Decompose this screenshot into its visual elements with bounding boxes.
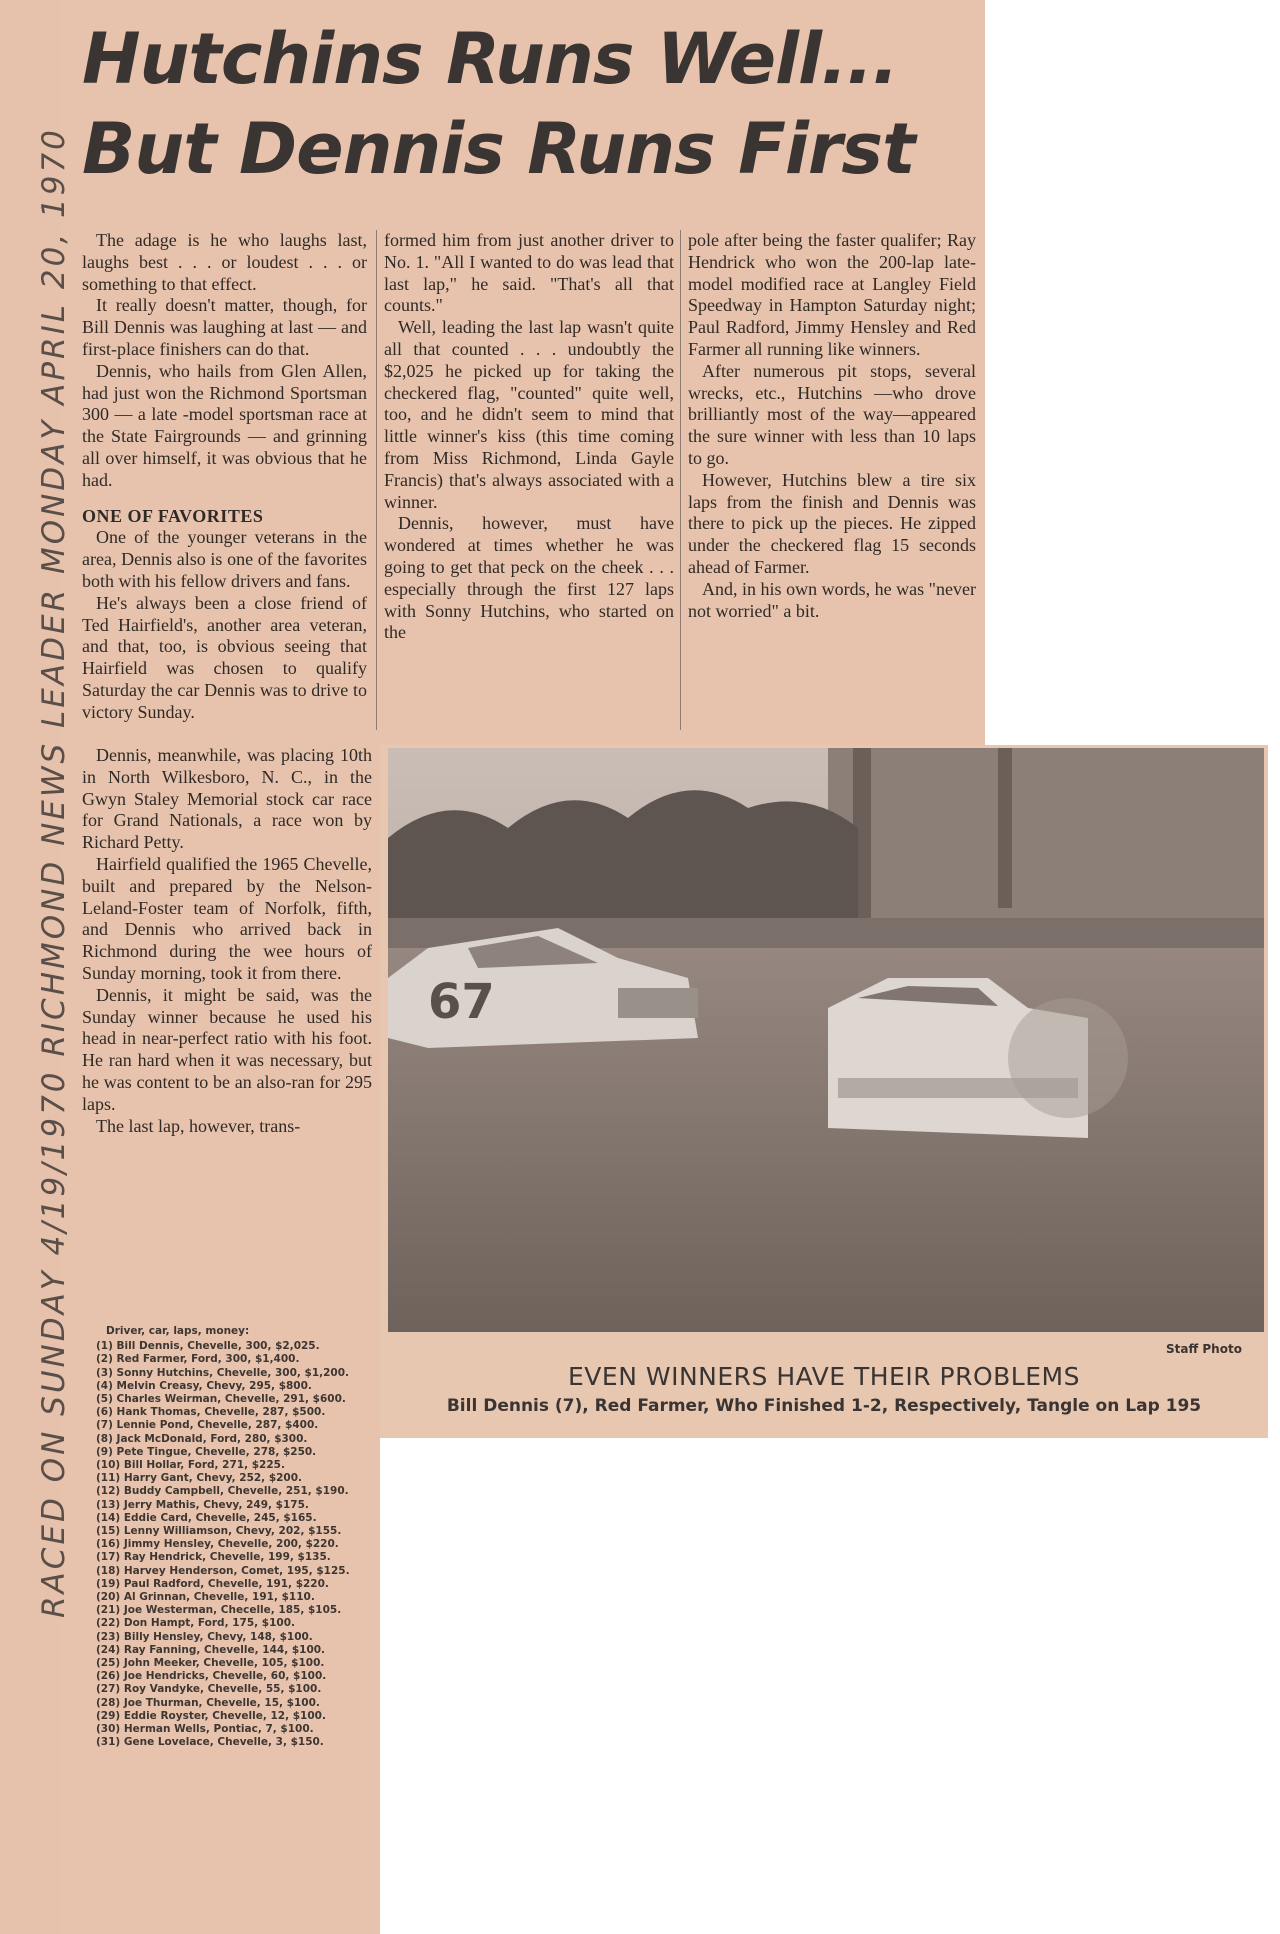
subhead: ONE OF FAVORITES — [82, 505, 264, 526]
article-column-1-continued — [82, 745, 372, 1137]
result-line: (20) Al Grinnan, Chevelle, 191, $110. — [96, 1591, 315, 1604]
paragraph: formed him from just another driver to No. 1. "All I wanted to do was lead that last lap," he said. "That's all that counts." — [384, 230, 674, 316]
paragraph: He's always been a close friend of Ted Hairfield's, another area veteran, and that, too, is obvious seeing that Hairfield was chosen to qualify Saturday the car Dennis was to drive to victory Sunday. — [82, 592, 367, 722]
result-line: (28) Joe Thurman, Chevelle, 15, $100. — [96, 1696, 320, 1709]
results-header: Driver, car, laps, money: — [106, 1325, 250, 1337]
paragraph: Well, leading the last lap wasn't quite all that counted . . . undoubtly the $2,025 he picked up for taking the checkered flag, "counted" quite well, too, and he didn't seem to mind that little winner's kiss (this time coming from Miss Richmond, Linda Gayle Francis) that's always associated with a winner. — [384, 317, 674, 512]
article-column-1 — [82, 230, 367, 724]
headline-line-1: Hutchins Runs Well... — [82, 18, 898, 100]
result-line: (25) John Meeker, Chevelle, 105, $100. — [96, 1657, 325, 1670]
photo-credit: Staff Photo — [1166, 1342, 1242, 1356]
race-photo — [388, 748, 1264, 1332]
result-line: (13) Jerry Mathis, Chevy, 249, $175. — [96, 1498, 309, 1511]
paragraph: Hairfield qualified the 1965 Chevelle, built and prepared by the Nelson-Leland-Foster team of Norfolk, fifth, and Dennis who arrived back in Richmond during the wee hours of Sunday morning, took it from there. — [82, 853, 372, 983]
headline — [82, 14, 962, 194]
race-results — [96, 1325, 376, 1750]
photo-caption: Bill Dennis (7), Red Farmer, Who Finished 1-2, Respectively, Tangle on Lap 195 — [446, 1396, 1202, 1416]
paragraph: Dennis, however, must have wondered at times whether he was going to get that peck on the cheek . . . especially through the first 127 laps with Sonny Hutchins, who started on the — [384, 513, 674, 643]
result-line: (15) Lenny Williamson, Chevy, 202, $155. — [96, 1525, 342, 1538]
svg-text:67: 67 — [428, 974, 495, 1030]
result-line: (9) Pete Tingue, Chevelle, 278, $250. — [96, 1445, 317, 1458]
paragraph: Dennis, it might be said, was the Sunday winner because he used his head in near-perfect ratio with his foot. He ran hard when it was necessary, but he was content to be an also-ran for 295 laps. — [82, 984, 372, 1114]
paragraph: And, in his own words, he was "never not worried" a bit. — [688, 578, 976, 621]
result-line: (27) Roy Vandyke, Chevelle, 55, $100. — [96, 1683, 322, 1696]
result-line: (2) Red Farmer, Ford, 300, $1,400. — [96, 1353, 300, 1366]
result-line: (31) Gene Lovelace, Chevelle, 3, $150. — [96, 1736, 324, 1749]
result-line: (7) Lennie Pond, Chevelle, 287, $400. — [96, 1419, 319, 1432]
result-line: (8) Jack McDonald, Ford, 280, $300. — [96, 1432, 308, 1445]
result-line: (23) Billy Hensley, Chevy, 148, $100. — [96, 1630, 313, 1643]
result-line: (19) Paul Radford, Chevelle, 191, $220. — [96, 1577, 329, 1590]
paragraph: The adage is he who laughs last, laughs best . . . or loudest . . . or something to that effect. — [82, 230, 367, 294]
result-line: (12) Buddy Campbell, Chevelle, 251, $190. — [96, 1485, 349, 1498]
result-line: (4) Melvin Creasy, Chevy, 295, $800. — [96, 1379, 312, 1392]
paragraph: Dennis, meanwhile, was placing 10th in North Wilkesboro, N. C., in the Gwyn Staley Memorial stock car race for Grand Nationals, a race won by Richard Petty. — [82, 745, 372, 853]
car-farmer — [828, 978, 1128, 1138]
paragraph: Dennis, who hails from Glen Allen, had just won the Richmond Sportsman 300 — a late -model sportsman race at the State Fairgrounds — and grinning all over himself, it was obvious that he had. — [82, 360, 367, 490]
photo-caption-headline: EVEN WINNERS HAVE THEIR PROBLEMS — [568, 1362, 1080, 1391]
result-line: (16) Jimmy Hensley, Chevelle, 200, $220. — [96, 1538, 339, 1551]
result-line: (3) Sonny Hutchins, Chevelle, 300, $1,200. — [96, 1366, 350, 1379]
result-line: (18) Harvey Henderson, Comet, 195, $125. — [96, 1564, 350, 1577]
article-column-3 — [688, 230, 976, 622]
result-line: (22) Don Hampt, Ford, 175, $100. — [96, 1617, 295, 1630]
paragraph: It really doesn't matter, though, for Bill Dennis was laughing at last — and first-place finishers can do that. — [82, 295, 367, 359]
column-rule — [680, 230, 681, 730]
result-line: (11) Harry Gant, Chevy, 252, $200. — [96, 1472, 303, 1485]
headline-line-2: But Dennis Runs First — [82, 108, 915, 190]
result-line: (17) Ray Hendrick, Chevelle, 199, $135. — [96, 1551, 331, 1564]
paragraph: One of the younger veterans in the area, Dennis also is one of the favorites both with his fellow drivers and fans. — [82, 527, 367, 591]
race-photo-illustration — [388, 748, 1264, 1332]
result-line: (5) Charles Weirman, Chevelle, 291, $600. — [96, 1393, 346, 1406]
paragraph: pole after being the faster qualifer; Ray Hendrick who won the 200-lap late-model modified race at Langley Field Speedway in Hampton Saturday night; Paul Radford, Jimmy Hensley and Red Farmer all running like winners. — [688, 230, 976, 359]
result-line: (21) Joe Westerman, Checelle, 185, $105. — [96, 1604, 342, 1617]
result-line: (24) Ray Fanning, Chevelle, 144, $100. — [96, 1643, 326, 1656]
result-line: (30) Herman Wells, Pontiac, 7, $100. — [96, 1723, 314, 1736]
result-line: (14) Eddie Card, Chevelle, 245, $165. — [96, 1511, 317, 1524]
result-line: (10) Bill Hollar, Ford, 271, $225. — [96, 1459, 285, 1472]
result-line: (6) Hank Thomas, Chevelle, 287, $500. — [96, 1406, 326, 1419]
result-line: (26) Joe Hendricks, Chevelle, 60, $100. — [96, 1670, 327, 1683]
paragraph: After numerous pit stops, several wrecks, etc., Hutchins —who drove brilliantly most of the way—appeared the sure winner with less than 10 laps to go. — [688, 360, 976, 468]
result-line: (1) Bill Dennis, Chevelle, 300, $2,025. — [96, 1340, 320, 1353]
article-column-2 — [384, 230, 674, 644]
column-rule — [376, 230, 377, 730]
handwritten-note: RACED ON SUNDAY 4/19/1970 RICHMOND NEWS LEADER MONDAY APRIL 20, 1970 — [36, 127, 72, 1618]
paragraph: However, Hutchins blew a tire six laps from the finish and Dennis was there to pick up the pieces. He zipped under the checkered flag 15 seconds ahead of Farmer. — [688, 469, 976, 577]
result-line: (29) Eddie Royster, Chevelle, 12, $100. — [96, 1709, 326, 1722]
paragraph: The last lap, however, trans- — [96, 1115, 301, 1136]
